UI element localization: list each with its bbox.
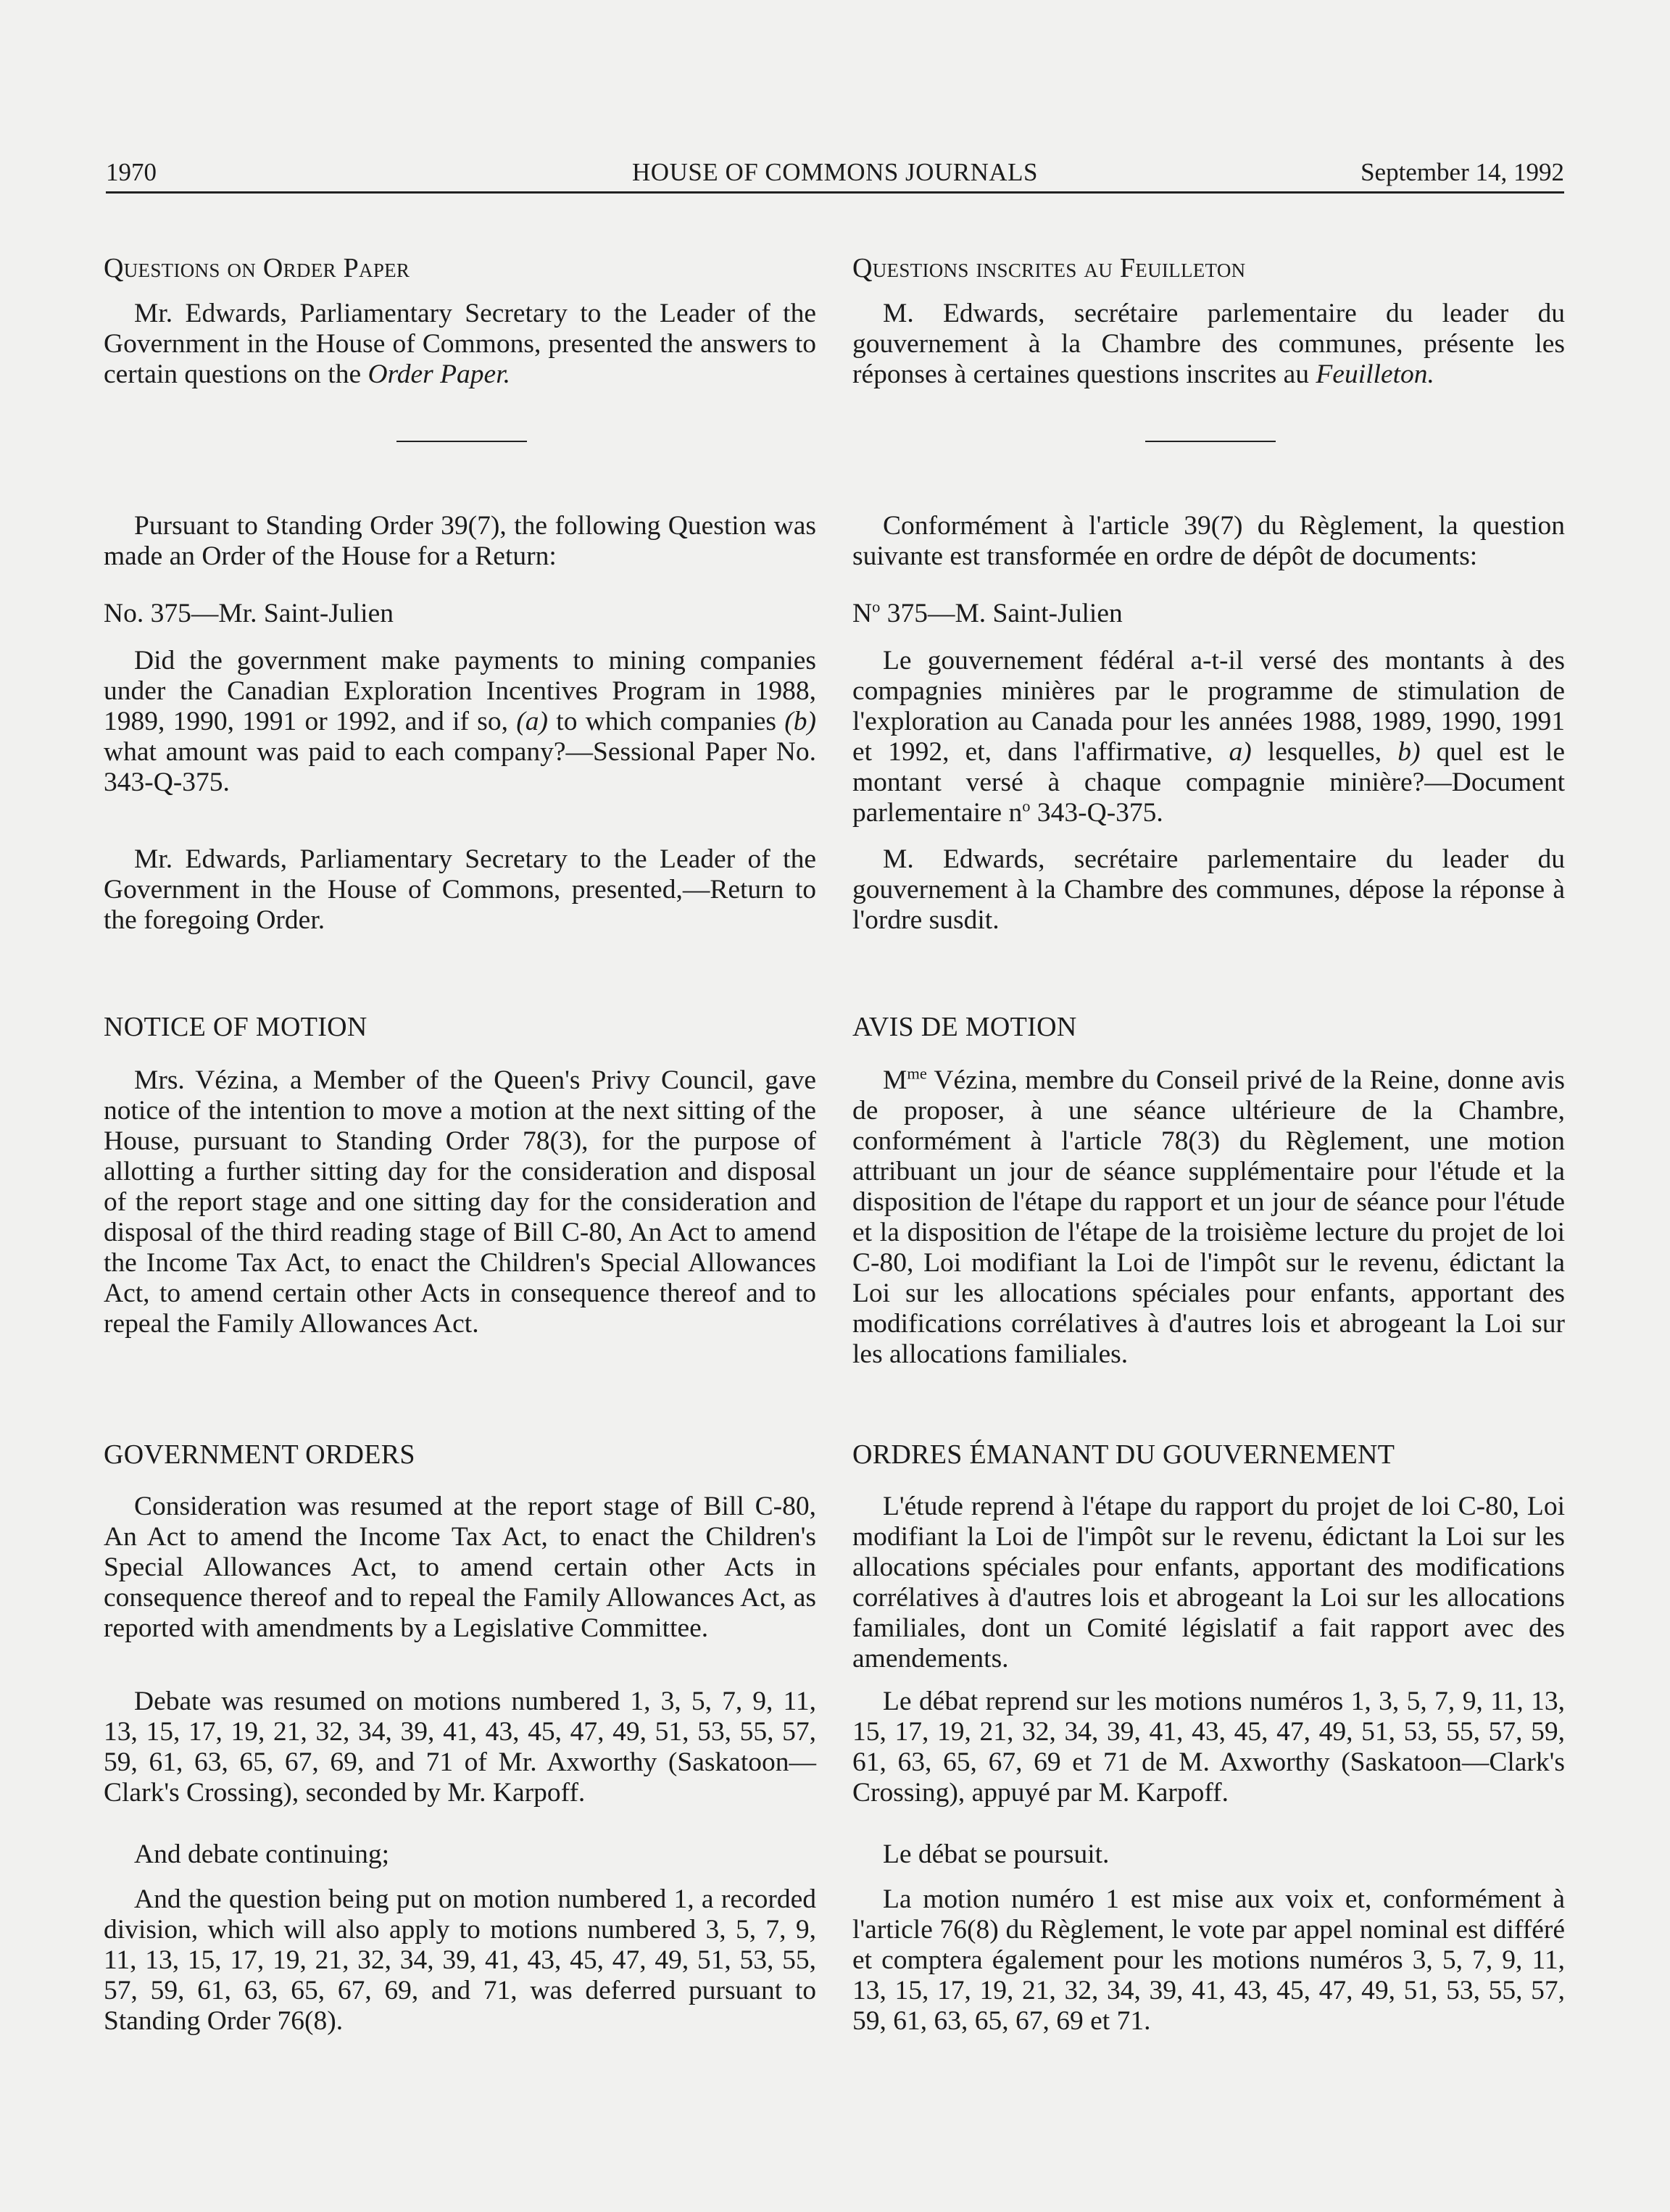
gov-consideration-fr bbox=[852, 1492, 1565, 1674]
italic-text: b) bbox=[1397, 737, 1421, 767]
text: Did the government make payments to mining companies under the Canadian Exploration Incentives Program in 1988, 1989, 1990, 1991 or 1992, and if so, bbox=[104, 646, 816, 736]
gov-question-put-en bbox=[104, 1884, 816, 2037]
text: to which companies bbox=[548, 707, 785, 736]
text: Vézina, membre du Conseil privé de la Reine, donne avis de proposer, à une séance ultérieure de la Chambre, conformément à l'article 78(3) du Règlement, une motion attribuant un jour de séance supplémentaire pour l'étude et la disposition de l'étape du rapport et un jour de séance pour l'étude et la disposition de l'étape de la troisième lecture du projet de loi C-80, Loi modifiant la Loi de l'impôt sur le revenu, édictant la Loi sur les allocations spéciales pour enfants, apportant des modifications corrélatives à d'autres lois et abrogeant la Loi sur les allocations familiales. bbox=[852, 1065, 1565, 1369]
running-head bbox=[106, 154, 1564, 194]
text: M bbox=[883, 1065, 907, 1095]
paragraph bbox=[104, 646, 816, 798]
questions-paragraph-en bbox=[104, 299, 816, 390]
text: quel est le montant versé à chaque compagnie minière?—Document parlementaire n bbox=[852, 737, 1565, 828]
gov-orders-section-en bbox=[104, 1439, 816, 1471]
section-heading: GOVERNMENT ORDERS bbox=[104, 1439, 415, 1470]
question-text-fr bbox=[852, 646, 1565, 828]
text: Mr. Edwards, Parliamentary Secretary to the Leader of the Government in the House of Commons, presented the answers to certain questions on the bbox=[104, 299, 816, 389]
questions-section-fr bbox=[852, 252, 1565, 284]
gov-debate-fr bbox=[852, 1687, 1565, 1808]
paragraph: Le débat se poursuit. bbox=[883, 1839, 1110, 1869]
gov-orders-section-fr bbox=[852, 1439, 1565, 1471]
question-number-fr bbox=[852, 599, 1565, 629]
gov-continuing-en bbox=[104, 1839, 816, 1870]
paragraph: L'étude reprend à l'étape du rapport du projet de loi C-80, Loi modifiant la Loi de l'impôt sur le revenu, édictant la Loi sur les allocations spéciales pour enfants, apportant des modifications corrélatives à d'autres lois et abrogeant la Loi sur les allocations familiales, dont un Comité législatif a fait rapport avec des amendements. bbox=[852, 1492, 1565, 1673]
text: Le gouvernement fédéral a-t-il versé des montants à des compagnies minières par le programme de stimulation de l'exploration au Canada pour les années 1988, 1989, 1990, 1991 et 1992, et, dans l'affirmative, bbox=[852, 646, 1565, 767]
notice-section-fr bbox=[852, 1011, 1565, 1043]
paragraph: Consideration was resumed at the report stage of Bill C-80, An Act to amend the Income Tax Act, to enact the Children's Special Allowances Act, to amend certain other Acts in consequence thereof and to repeal the Family Allowances Act, as reported with amendments by a Legislative Committee. bbox=[104, 1492, 816, 1643]
section-divider bbox=[1145, 441, 1276, 442]
paragraph bbox=[104, 299, 816, 390]
paragraph: And debate continuing; bbox=[134, 1839, 390, 1869]
paragraph: Mr. Edwards, Parliamentary Secretary to the Leader of the Government in the House of Commons, presented,—Return to the foregoing Order. bbox=[104, 844, 816, 935]
superscript: o bbox=[1022, 797, 1031, 815]
question-number bbox=[852, 599, 1565, 629]
paragraph: M. Edwards, secrétaire parlementaire du leader du gouvernement à la Chambre des communes, dépose la réponse à l'ordre susdit. bbox=[852, 844, 1565, 935]
paragraph: Conformément à l'article 39(7) du Règlement, la question suivante est transformée en ordre de dépôt de documents: bbox=[852, 511, 1565, 571]
journal-title: HOUSE OF COMMONS JOURNALS bbox=[632, 158, 1038, 186]
notice-paragraph-fr bbox=[852, 1065, 1565, 1370]
return-presented-en bbox=[104, 844, 816, 936]
question-number: No. 375—Mr. Saint-Julien bbox=[104, 599, 394, 628]
section-heading: AVIS DE MOTION bbox=[852, 1012, 1077, 1042]
page-number: 1970 bbox=[106, 158, 157, 186]
return-presented-fr bbox=[852, 844, 1565, 936]
text: what amount was paid to each company?—Sessional Paper No. 343-Q-375. bbox=[104, 737, 816, 797]
italic-text: (b) bbox=[784, 707, 816, 736]
paragraph bbox=[852, 646, 1565, 828]
text: 375—M. Saint-Julien bbox=[880, 599, 1123, 628]
text: N bbox=[852, 599, 873, 628]
paragraph: Pursuant to Standing Order 39(7), the following Question was made an Order of the House for a Return: bbox=[104, 511, 816, 571]
paragraph: Debate was resumed on motions numbered 1, 3, 5, 7, 9, 11, 13, 15, 17, 19, 21, 32, 34, 39, 41, 43, 45, 47, 49, 51, 53, 55, 57, 59, 61, 63, 65, 67, 69, and 71 of Mr. Axworthy (Saskatoon—Clark's Crossing), seconded by Mr. Karpoff. bbox=[104, 1687, 816, 1808]
paragraph: Le débat reprend sur les motions numéros 1, 3, 5, 7, 9, 11, 13, 15, 17, 19, 21, 32, 34, 39, 41, 43, 45, 47, 49, 51, 53, 55, 57, 59, 61, 63, 65, 67, 69 et 71 de M. Axworthy (Saskatoon—Clark's Crossing), appuyé par M. Karpoff. bbox=[852, 1687, 1565, 1808]
text: M. Edwards, secrétaire parlementaire du leader du gouvernement à la Chambre des communes, présente les réponses à certaines questions inscrites au bbox=[852, 299, 1565, 389]
section-heading: NOTICE OF MOTION bbox=[104, 1012, 367, 1042]
section-heading: Questions inscrites au Feuilleton bbox=[852, 253, 1246, 283]
gov-debate-en bbox=[104, 1687, 816, 1808]
section-heading: ORDRES ÉMANANT DU GOUVERNEMENT bbox=[852, 1439, 1395, 1470]
italic-text: Feuilleton. bbox=[1316, 359, 1434, 389]
gov-question-put-fr bbox=[852, 1884, 1565, 2037]
superscript: me bbox=[907, 1064, 927, 1083]
paragraph bbox=[852, 299, 1565, 390]
superscript: o bbox=[872, 597, 881, 616]
journal-date: September 14, 1992 bbox=[1360, 158, 1564, 186]
question-text-en bbox=[104, 646, 816, 798]
italic-text: Order Paper. bbox=[367, 359, 511, 389]
text: lesquelles, bbox=[1251, 737, 1398, 767]
return-paragraph-en bbox=[104, 511, 816, 572]
italic-text: (a) bbox=[516, 707, 549, 736]
question-number-en bbox=[104, 599, 816, 629]
return-paragraph-fr bbox=[852, 511, 1565, 572]
section-divider bbox=[396, 441, 527, 442]
gov-continuing-fr bbox=[852, 1839, 1565, 1870]
questions-paragraph-fr bbox=[852, 299, 1565, 390]
notice-section-en bbox=[104, 1011, 816, 1043]
paragraph: Mrs. Vézina, a Member of the Queen's Privy Council, gave notice of the intention to move a motion at the next sitting of the House, pursuant to Standing Order 78(3), for the purpose of allotting a further sitting day for the consideration and disposal of the report stage and one sitting day for the consideration and disposal of the third reading stage of Bill C-80, An Act to amend the Income Tax Act, to enact the Children's Special Allowances Act, to amend certain other Acts in consequence thereof and to repeal the Family Allowances Act. bbox=[104, 1065, 816, 1339]
questions-section-en bbox=[104, 252, 816, 284]
section-heading: Questions on Order Paper bbox=[104, 253, 410, 283]
gov-consideration-en bbox=[104, 1492, 816, 1644]
italic-text: a) bbox=[1229, 737, 1252, 767]
paragraph bbox=[852, 1065, 1565, 1370]
notice-paragraph-en bbox=[104, 1065, 816, 1339]
paragraph: La motion numéro 1 est mise aux voix et, conformément à l'article 76(8) du Règlement, le vote par appel nominal est différé et comptera également pour les motions numéros 3, 5, 7, 9, 11, 13, 15, 17, 19, 21, 32, 34, 39, 41, 43, 45, 47, 49, 51, 53, 55, 57, 59, 61, 63, 65, 67, 69 et 71. bbox=[852, 1884, 1565, 2036]
text: 343-Q-375. bbox=[1030, 798, 1163, 828]
paragraph: And the question being put on motion numbered 1, a recorded division, which will also apply to motions numbered 3, 5, 7, 9, 11, 13, 15, 17, 19, 21, 32, 34, 39, 41, 43, 45, 47, 49, 51, 53, 55, 57, 59, 61, 63, 65, 67, 69, and 71, was deferred pursuant to Standing Order 76(8). bbox=[104, 1884, 816, 2036]
